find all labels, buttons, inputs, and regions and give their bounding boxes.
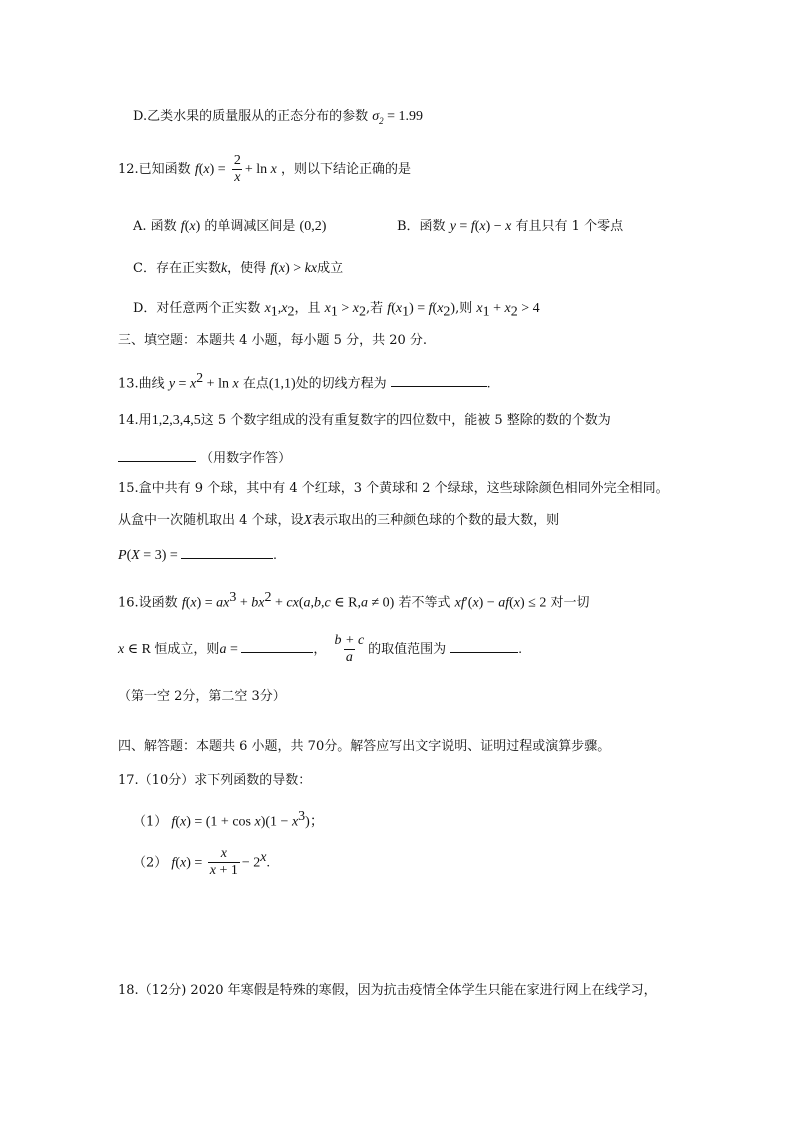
q18-line1: 18.（12分) 2020 年寒假是特殊的寒假，因为抗击疫情全体学生只能在家进行网上在线学习， [118, 983, 657, 998]
section-4-title: 四、解答题：本题共 6 小题，共 70分。解答应写出文字说明、证明过程或演算步骤。 [118, 739, 611, 754]
q15-line1: 15.盒中共有 9 个球，其中有 4 个红球，3 个黄球和 2 个绿球，这些球除颜色相同外完全相同。 [118, 481, 669, 496]
q12-option-d: D．对任意两个正实数 $x_1,x_2$，且 $x_1 > x_2$,若 $f(x_1) = f(x_2)$,则 $x_1 + x_2 > 4$ [133, 301, 540, 320]
answer-blank[interactable] [118, 449, 196, 462]
answer-blank[interactable] [450, 640, 518, 653]
sigma-param: $\sigma_2$ [372, 109, 384, 126]
q12-option-c: C．存在正实数k，使得 f(x) > kx成立 [133, 261, 344, 276]
q14: 14.用1,2,3,4,5这 5 个数字组成的没有重复数字的四位数中，能被 5 整除的数的个数为 [118, 413, 611, 428]
q14-line2: （用数字作答） [118, 449, 291, 468]
section-3-title: 三、填空题：本题共 4 小题，每小题 5 分，共 20 分. [118, 333, 428, 348]
q16-line1: 16.设函数 $f(x) = ax^3 + bx^2 + cx(a,b,c$ ∈ R,a ≠ 0) 若不等式 xf′(x) − af(x) ≤ 2 对一切 [118, 590, 590, 611]
q15-line3: P(X = 3) = . [118, 548, 277, 563]
q15-line2: 从盒中一次随机取出 4 个球，设X表示取出的三种颜色球的个数的最大数，则 [118, 513, 560, 528]
fraction: $\frac{b + c}{a}$ [334, 633, 365, 665]
q11-option-d: D.乙类水果的质量服从的正态分布的参数 $\sigma_2 = 1.99$ [133, 109, 424, 126]
answer-blank[interactable] [241, 640, 313, 653]
answer-blank[interactable] [181, 546, 273, 559]
q12-stem: 12.已知函数 f(x) = $\frac{2}{x}$ + ln x ，则以下结论正确的是 [118, 153, 411, 185]
q16-line2: x ∈ R 恒成立，则a = ， $\frac{b + c}{a}$ 的取值范围为 . [118, 633, 522, 665]
q17-part1: （1） $f(x) = (1 + \cos x)(1 - x^3)$； [133, 809, 324, 830]
q16-note: （第一空 2分，第二空 3分） [118, 689, 286, 704]
q17-title: 17.（10分）求下列函数的导数： [118, 773, 312, 788]
fraction: $\frac{x}{x + 1}$ [209, 846, 238, 879]
q12-option-b: B．函数 y = f(x) − x 有且只有 1 个零点 [397, 219, 624, 234]
answer-blank[interactable] [391, 374, 487, 387]
q17-part2: （2） f(x) = $\frac{x}{x + 1}$ − $2^x$. [133, 846, 271, 879]
q13: 13.曲线 $y = x^2 + \ln x$ 在点(1,1)处的切线方程为 . [118, 371, 491, 392]
q12-option-a: A. 函数 f(x) 的单调减区间是 (0,2) [133, 219, 327, 234]
fraction: $\frac{2}{x}$ [233, 153, 241, 185]
